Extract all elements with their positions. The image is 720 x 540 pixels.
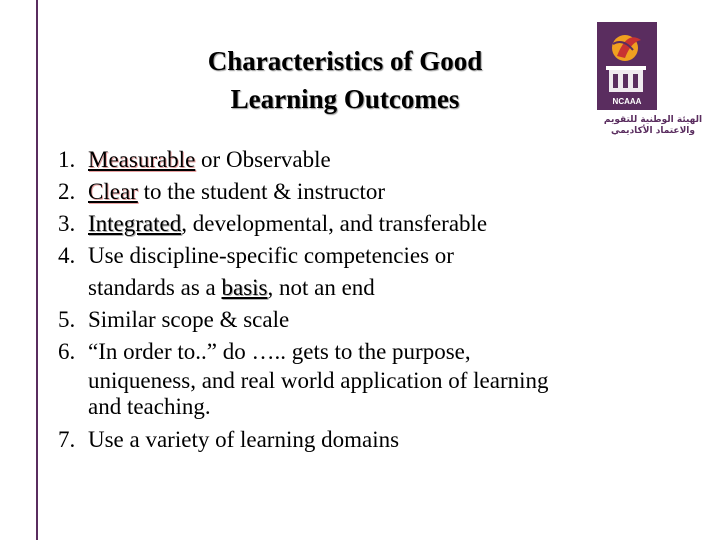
logo-arabic-line1: الهيئة الوطنية للتقويم: [603, 115, 703, 125]
item-number: 7.: [58, 427, 76, 452]
item-text: , not an end: [267, 275, 375, 300]
item-text: to the student & instructor: [137, 179, 386, 204]
item-text: or Observable: [195, 147, 331, 172]
item-text: , developmental, and transferable: [181, 211, 488, 236]
item-text: Use discipline-specific competencies or: [88, 243, 454, 268]
title-line-1: Characteristics of Good: [207, 46, 483, 76]
list-item: [58, 304, 678, 336]
ncaaa-logo: [595, 20, 710, 135]
title-line-2: Learning Outcomes: [230, 84, 460, 114]
item-text: and teaching.: [88, 394, 211, 419]
item-number: 6.: [58, 339, 76, 364]
item-text: Similar scope & scale: [88, 307, 290, 332]
item-number: 4.: [58, 243, 76, 268]
ncaaa-logo-graphic: [595, 20, 710, 135]
item-number: 1.: [58, 147, 76, 172]
logo-label: NCAAA: [612, 97, 642, 106]
item-number: 3.: [58, 211, 76, 236]
list-item: [58, 144, 678, 176]
item-keyword: Integrated: [88, 211, 182, 236]
item-keyword: Measurable: [88, 147, 196, 172]
item-text: “In order to..” do ….. gets to the purpose,: [88, 339, 471, 364]
item-keyword: basis: [221, 275, 268, 300]
item-number: 5.: [58, 307, 76, 332]
left-accent-rule: [36, 0, 38, 540]
list-item: [58, 424, 678, 456]
item-number: 2.: [58, 179, 76, 204]
list-item: [58, 240, 678, 304]
item-text: standards as a: [88, 275, 222, 300]
outcome-list: [58, 144, 678, 456]
item-keyword: Clear: [88, 179, 138, 204]
item-text: Use a variety of learning domains: [88, 427, 400, 452]
slide-title: [150, 42, 540, 118]
list-item: [58, 208, 678, 240]
item-text: uniqueness, and real world application of learning: [88, 368, 549, 393]
list-item: [58, 176, 678, 208]
logo-arabic-line2: والاعتماد الأكاديمي: [611, 126, 695, 135]
list-item: [58, 336, 678, 420]
